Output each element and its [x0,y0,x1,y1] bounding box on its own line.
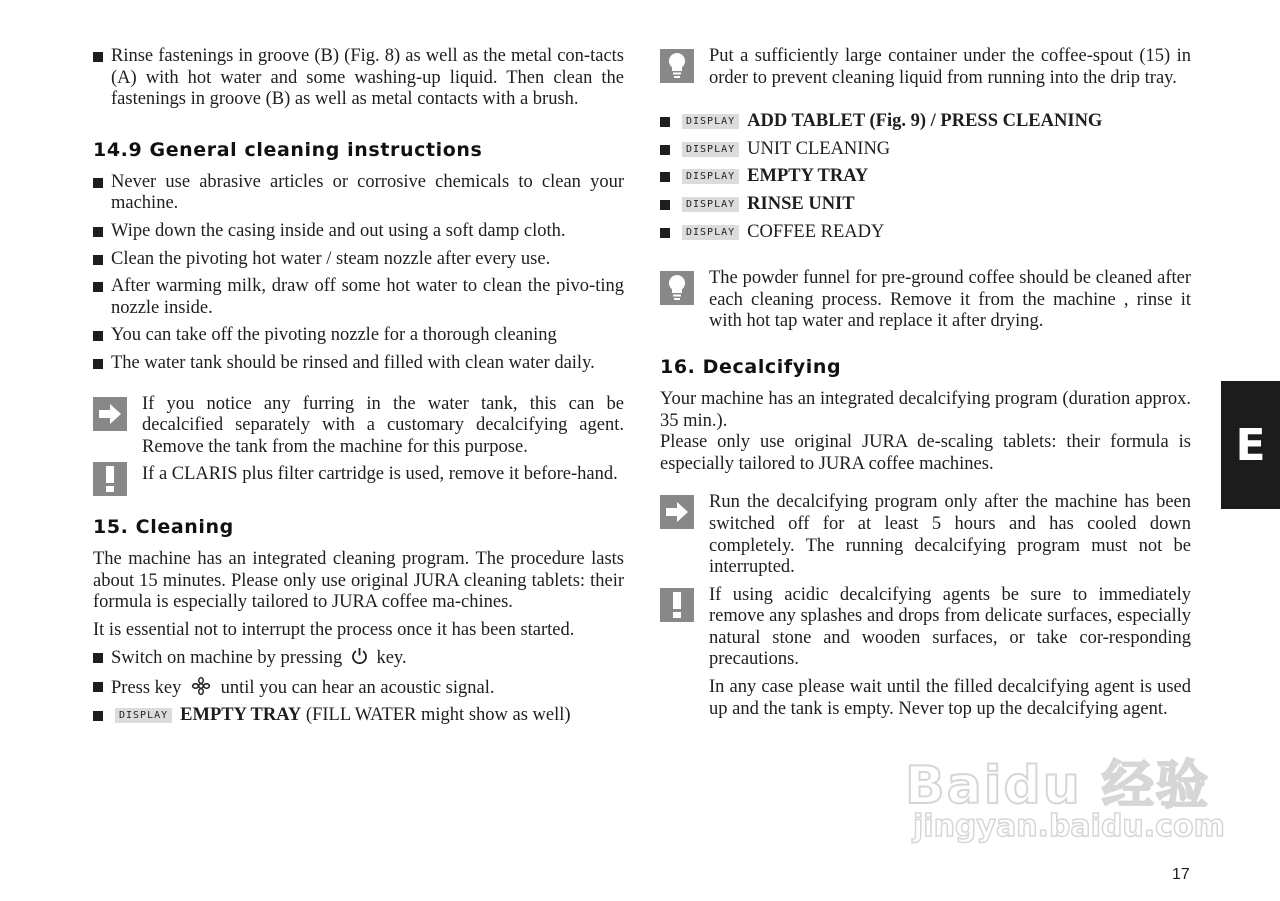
list-item: Clean the pivoting hot water / steam nozzle after every use. [93,249,624,271]
display-icon: DISPLAY [682,142,739,157]
display-icon: DISPLAY [682,114,739,129]
left-column [93,46,624,733]
step-cleaning-key [93,676,624,700]
step-text: (FILL WATER might show as well) [301,705,571,726]
step-empty-tray [93,705,624,727]
display-line [660,108,1191,136]
tip-box [660,46,1191,89]
exclamation-icon [660,588,694,622]
display-message: ADD TABLET (Fig. 9) / PRESS CLEANING [747,111,1103,132]
paragraph: Please only use original JURA de-scaling tablets: their formula is especially tailored to JURA coffee machines. [660,432,1191,474]
display-message: UNIT CLEANING [747,138,891,159]
tip-box [660,268,1191,333]
section-14-9-heading: 14.9 General cleaning instructions [93,138,483,161]
step-text: Switch on machine by pressing [111,648,343,669]
note-warning-box [93,464,624,486]
page-number: 17 [1172,866,1190,883]
list-item: Never use abrasive articles or corrosive chemicals to clean your machine. [93,172,624,215]
list-item: You can take off the pivoting nozzle for a thorough cleaning [93,325,624,347]
chapter-tab-letter: E [1235,419,1266,471]
note-text: Run the decalcifying program only after the machine has been switched off for at least 5 hours and has cooled down completely. The running decalcifying program must not be interrupted. [709,492,1191,578]
display-icon: DISPLAY [115,708,172,723]
exclamation-icon [93,462,127,496]
display-line [660,191,1191,219]
step-text: until you can hear an acoustic signal. [220,677,495,698]
note-text: In any case please wait until the filled decalcifying agent is used up and the tank is empty. Never top up the decalcifying agent. [709,677,1191,719]
note-text: If a CLARIS plus filter cartridge is used, remove it before-hand. [142,464,618,485]
paragraph: It is essential not to interrupt the process once it has been started. [93,619,575,640]
list-item: The water tank should be rinsed and filled with clean water daily. [93,353,624,375]
power-icon [351,647,368,665]
display-message: RINSE UNIT [747,193,855,214]
right-column [660,46,1191,720]
chapter-tab [1221,381,1280,509]
section-16-heading: 16. Decalcifying [660,355,842,378]
step-power [93,647,624,670]
display-line [660,163,1191,191]
display-icon: DISPLAY [682,169,739,184]
note-text: If using acidic decalcifying agents be sure to immediately remove any splashes and drops from delicate surfaces, especially natural stone and wooden surfaces, or take cor-responding precautions. [709,584,1191,670]
display-line [660,219,1191,247]
step-text: Press key [111,677,182,698]
note-arrow-box [93,394,624,459]
note-arrow-box [660,492,1191,578]
watermark [905,743,1225,853]
watermark-url: jingyan.baidu.com [913,809,1225,844]
cleaning-key-icon [190,676,212,696]
lightbulb-icon [660,49,694,83]
display-line [660,136,1191,164]
display-message: EMPTY TRAY [180,705,302,726]
tip-text: The powder funnel for pre-ground coffee should be cleaned after each cleaning process. Remove it from the machine , rinse it with hot tap water and replace it after drying. [709,268,1191,332]
tip-text: Put a sufficiently large container under the coffee-spout (15) in order to prevent cleaning liquid from running into the drip tray. [709,46,1191,88]
display-message: COFFEE READY [747,221,885,242]
display-message: EMPTY TRAY [747,166,869,187]
note-text: If you notice any furring in the water tank, this can be decalcified separately with a customary decalcifying agent. Remove the tank from the machine for this purpose. [142,393,624,457]
paragraph: The machine has an integrated cleaning program. The procedure lasts about 15 minutes. Please only use original JURA cleaning tablets: their formula is especially tailored to JURA coffee ma-chines. [93,548,624,613]
list-item: After warming milk, draw off some hot water to clean the pivo-ting nozzle inside. [93,276,624,319]
arrow-right-icon [93,397,127,431]
step-text: key. [376,648,407,669]
watermark-logo: Baidu 经验 [905,756,1210,816]
section-15-heading: 15. Cleaning [93,515,234,538]
paragraph: Your machine has an integrated decalcifying program (duration approx. 35 min.). [660,388,1191,431]
arrow-right-icon [660,495,694,529]
display-icon: DISPLAY [682,197,739,212]
display-icon: DISPLAY [682,225,739,240]
display-sequence [660,108,1191,246]
rinse-fastenings-bullet: Rinse fastenings in groove (B) (Fig. 8) as well as the metal con-tacts (A) with hot water and some washing-up liquid. Then clean the fastenings in groove (B) as well as metal contacts with a brush. [93,46,624,111]
note-warning-box [660,585,1191,721]
list-item: Wipe down the casing inside and out using a soft damp cloth. [93,221,624,243]
lightbulb-icon [660,271,694,305]
